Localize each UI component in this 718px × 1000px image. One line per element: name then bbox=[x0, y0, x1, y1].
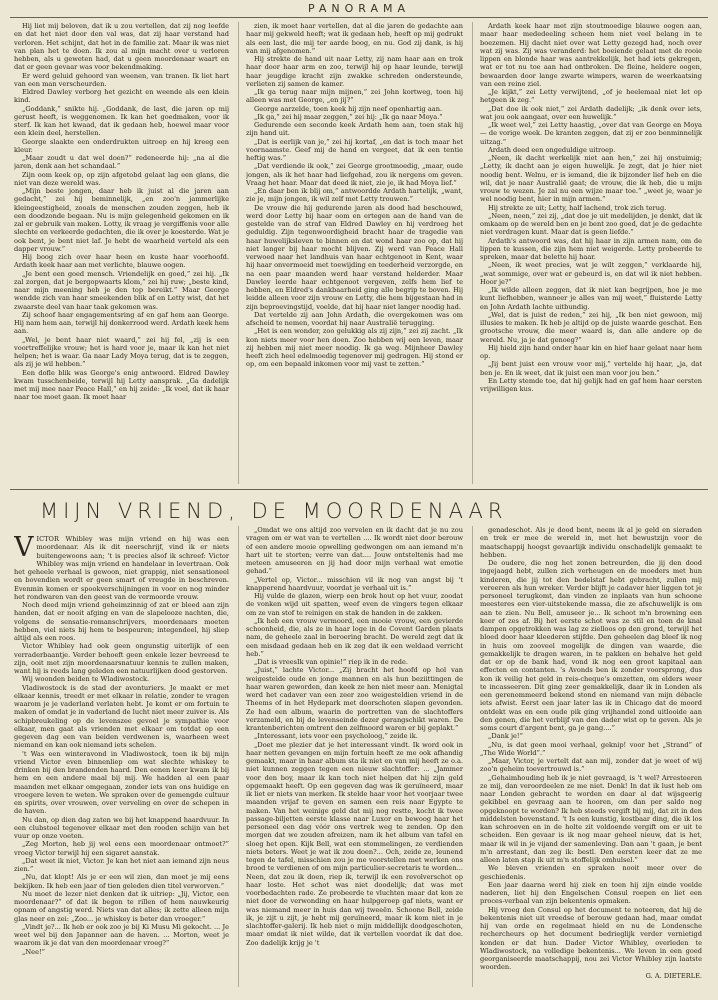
paragraph: „En daar ben ik blij om,” antwoordde Ardath hartelijk, „want, zie je, mijn jongen, ik wil zelf met Letty trouwen.” bbox=[246, 187, 463, 204]
story-column-3 bbox=[480, 526, 702, 987]
paragraph: „Nu, dat klopt! Als je er een wil zien, dan moet je mij eens bekijken. Ik heb een jaar of tien geleden dien titel verworven.” bbox=[14, 873, 229, 890]
masthead-rule bbox=[10, 17, 708, 18]
continued-story-column-1 bbox=[14, 22, 229, 484]
paragraph: Zij schoof haar engagementsring af en gaf hem aan George. Hij nam hem aan, terwijl hij donkerrood werd. Ardath keek hem aan. bbox=[14, 310, 229, 336]
paragraph: Hij strekte de hand uit naar Letty, zij nam haar aan en trok haar door haar arm en zoo, terwijl hij op haar leunde, terwijl haar jeugdige kracht zijn zwakke schreden ondersteunde, verlieten zij samen de kamer. bbox=[246, 55, 463, 88]
column-divider bbox=[238, 22, 239, 484]
paragraph: Hij strekte ze uit; Letty, half lachend, trok zich terug. bbox=[488, 203, 667, 212]
paragraph: „Ik wilde alleen zeggen, dat ik niet kan begrijpen, hoe je me kunt liefhebben, wanneer je alles van mij weet,” fluisterde Letty en John Ardath lachte uitbundig. bbox=[480, 286, 702, 311]
paragraph: genadeschot. Als je dood bent, neem ik al je geld en sieraden en trek er mee de wereld in, met het bewustzijn voor de maatschappij hoogst gevaarlijk individu onschadelijk gemaakt te hebben. bbox=[480, 526, 702, 559]
paragraph: „Jij bent juist een vrouw voor mij,” vertelde hij haar, „ja, dat ben je. En ik weet, dat ik juist een man voor jou ben.” bbox=[480, 360, 702, 377]
paragraph: Hij hield zijn hand onder haar kin en hief haar gelaat naar hem op. bbox=[480, 343, 702, 360]
paragraph: „Wel, dat is juist de reden,” zei hij, „Ik ben niet gewoon, mij illusies te maken. Ik heb je altijd op de juiste waarde geschat. Een grootsche vrouw, die meer waard is, dan alle andere op de wereld. Nu, ja je dat genoeg?” bbox=[480, 310, 702, 344]
paragraph: „Juist,” lachte Victor... „Zij bracht het hoofd op hol van weigesteide oude en jonge mannen en als hun beziittingen de haar waren geworden, dan keek ze hen niet meer aan. Menigtal werd het cadaver van een zeer zoo weigesteldien vriend in de Theems of in het Hydepark met doorschoten slapen gevonden. Ze had een album, waarin de portretten van de slachtoffers verzameld, en bij de levenseinde dezer gerangschikt waren. De krantenberichten omtrent den zelfmoord waren er bij geplakt.” bbox=[246, 666, 463, 732]
paragraph: Ardath deed een ongeduldige uitroep. bbox=[488, 145, 616, 154]
paragraph: Ardath's antwoord was, dat hij haar in zijn armen nam, om de lippen te kussen, die zijn hem niet weigerde. Letty probeerde te spreken, maar dat belette hij haar. bbox=[480, 236, 702, 261]
paragraph: George slaakte een onderdrukten uitroep en hij kreeg een kleur. bbox=[14, 137, 229, 154]
paragraph: Victor Whibley had ook geen ongunstig uiterlijk of een verraderbaantje. Verder behoeft geen enkele lezer bevreesd te zijn, ooit met zijn moordenaarsnatuur kennis te zullen maken, want hij is reeds lang geleden een natuurlijken dood gestorven. bbox=[14, 642, 229, 675]
paragraph: Gedurende een seconde keek Ardath hem aan, toen stak hij zijn hand uit. bbox=[246, 121, 463, 138]
paragraph: De oudere, die nog het zonen betreurden, die jij den dood ingejaagd hebt, zullen zich verheugen en de moeders met hun kinderen, die jij tot den bedelstaf hebt gebracht, zullen mij vereeren als hun wreker. Verder blijft je cadaver hier liggen tot je personeel terugkomt, dan vinden ze inplaats van hun schoone meesteres een vier-uitstekende massa, die ze afschuwelijk is om aan te zien. Nu Bell, amuseer je... Ik schoot m'n browning een keer of zes af. Bij het eerste schot was ze stil en toen de knal dampen opgetrokken was lag ze zielloos op den grond, terwijl het bloed door haar kleederen stijfde. Den geheelen dag bleef ik nog in huis om zooveel mogelijk de dingen van waarde, die gemakkelijk te dragen waren, in te pakken en behalve het geld dat er op de bank had, vond ik nog een groot kapitaal aan effecten en contanten. 's Avonds ben ik zonder voorsprong, dus kon ik veilig het geld in reis-cheque's omzetten, om elders weer te incasseeren. Dit ging zeer gemakkelijk, daar ik in Londen als een gerenommeerd bekend stond en niemand van mijn débacle iets afwist. Eerst een jaar later las ik in Chicago dat de moord ontdekt was en een oude pik ging vrijhandel zond uitlooide aan den genen, die het verblijf van den dader wist op te geven. Als je soms court d'argent bent, ga je gang....” bbox=[480, 559, 702, 732]
paragraph: „Je kijkt,” zei Letty verwijtend, „of je heelemaal niet let op hetgeen ik zeg.” bbox=[480, 88, 702, 105]
paragraph: Hij vroeg den Consul op het document te noteeren, dat hij de bekentenis niet uit vreedse of berouw gedaan had, maar omdat hij van orde en regelmaat hield en nu de Londensche rechercheurs op het document bedrieglijk verder vernietigd konden er dat hun. Dader Victor Whibley, overleden te Wladiwostock, na volledige bekentenis... We leven in een goed georganiseerde maatschappij, nou zei Victor Whibley zijn laatste woorden. bbox=[480, 905, 702, 972]
paragraph: „Neen, ik dacht werkelijk niet aan hen,” zei hij onstuimig; „Letty, ik dacht aan je eigen huwelijk. Je zegt, dat je hier niet noodig bent. Welnu, er is iemand, die ik bijzonder lief heb en die wil, dat je naar Australië gaat; de vrouw, die ik heb, die u mijn vrouw te wezen. Je zal nu een wijze maar toe.” „weet je, waar je wel noodig bent, hier in mijn armen.” bbox=[480, 154, 702, 204]
paragraph: Vladiwostock is de stad der avonturiers. Je maakt er met elkaar kennis, treedt er met elkaar in relatie, zonder te vragen waarom je je vaderland verlaten hebt. Je komt er om fortuin te maken of omdat je in vaderland de lucht niet meer zuiver is. Als schipbreukeling op de levenszee gevoel je sympathie voor elkaar, men gaat als vrienden met elkaar om totdat op een gegeven dag een van beiden verdwenen is, waarheen weet niemand en kan ook niemand iets schelen. bbox=[14, 683, 229, 750]
paragraph-text: ICTOR Whibley was mijn vriend en hij was een moordenaar. Als ik dit neerschrijf, vind ik er niets buitengewoons aan; 't is precies alsof ik schreef: Victor Whibley was mijn vriend en handelaar in levertraan. Ook het geheele verhaal is gewoon, niet grappig, niet sensationeel en bovendien wordt er geen smart of vreugde in beschreven. Evenmin komen er spookverschijningen in voor en nog minder het rondwaren van den geest van de vermoorde vrouw. bbox=[14, 535, 229, 601]
paragraph: „Maar zoudt u dat wel doen?” redeneerde hij: „na al die jaren, denk aan het schandaal.” bbox=[14, 154, 229, 171]
paragraph: Een jaar daarna werd hij ziek en toen hij zijn einde voelde naderen, liet hij den Engelschen Consul roepen en liet een proces-verbaal van zijn bekentenis opmaken. bbox=[480, 880, 702, 906]
paragraph: „Zeg Morton, heb jij wel eens een moordenaar ontmoet?” vroeg Victor terwijl hij een sigaret aanstak. bbox=[14, 840, 229, 857]
story-column-1 bbox=[14, 535, 229, 987]
paragraph: „Nu, is dat geen mooi verhaal, geknip! voor het „Strand” of „The Wide World”.” bbox=[480, 740, 702, 757]
paragraph: Noch deed mijn vriend geheimzinnig of zat er bleed aan zijn handen, dat er nooit afging en van de slapelooze nachten, die, volgens de sensatie-romanschrijvers, moordenaars moeten hebben, viel niets bij hem te bespeuren; integendeel, hij sliep altijd als een roos. bbox=[14, 601, 229, 642]
column-divider bbox=[472, 526, 473, 987]
drop-cap: V bbox=[14, 535, 34, 563]
paragraph: „Het is een wonder, zoo gelukkig als zij zijn,” zei zij zacht. „Ik kon niets meer voor hen doen. Zoo hebben wij een leven, maar zij hebben mij niet meer noodig. Ik ga weg. Mijnheer Dawley heeft zich heel edelmoedig tegenover mij gedragen. Hij stond er op, om een bepaald inkomen voor mij vast te zetten.” bbox=[246, 327, 463, 369]
paragraph: „Gehaimhouding heb ik je niet gevraagd, is 't wel? Arresteeren ze mij, dan veroordeelen ze me niet. Denk! In dat ik lust heb om naar Londen gebracht te worden en daar al dat wijsgeerig gekibbel en gevraag aan te hooren, om dan per saldo nog opgeknoopt te worden? Ik heb steeds vergift bij mij, dat zit in den middelsten bovenstand. 't Is een kunstig, kostbaar ding, die ik los kan schroeven en in de holte zit voldoende vergift om er uit te scheiden. Een gevaar is ik nog maar geheel nieuw, dat is het, maar ik wil in je vijand der samenleving. Dan aan 't gaan, je bent m'n arrestant, dan zeg ik: bestl. Den eersten keer dat ze me alleen laten stap ik uit m'n stoffelijk omhulsel.” bbox=[480, 773, 702, 864]
masthead: PANORAMA bbox=[307, 2, 411, 15]
paragraph: „Wel, je bent haar niet waard,” zei hij fel, „zij is een voortreffelijke vrouw; het is hard voor je, maar ik kan het niet helpen; het is waar. Ga naar Lady Moya terug, dat is te zeggen, als zij je wil hebben.” bbox=[14, 335, 229, 369]
paragraph: „Mijn beste jongen, daar heb ik juist al die jaren aan gedacht,” zei hij beminnelijk, „en zoo'n jammerlijke kleingeestigheid, zooals de menschen zouden zeggen, heb ik een doodzonde begaan. Nu is mijn gelegenheid gekomen en ik zal er gebruik van maken. Lotty, ik vraag je vergiffenis voor alle slechte en verkeerde gedachten, die ik over je koesterde. Wat je ook bent, je bent niet laf. Je hebt de waarheid verteld als een dapper vrouw.” bbox=[14, 187, 229, 253]
paragraph: Eldred Dawley verborg het gezicht en weende als een klein kind. bbox=[14, 88, 229, 105]
continued-story-column-3 bbox=[480, 22, 702, 484]
paragraph: We bleven vrienden en spraken nooit meer over de geschiedenis. bbox=[480, 864, 702, 881]
author-signature: G. A. DIETERLE. bbox=[645, 971, 702, 980]
paragraph: „Dat weet ik niet, Victor. Je kan het niet aan iemand zijn neus zien.” bbox=[14, 856, 229, 873]
paragraph: „Neen, ik weet precies, wat je wilt zeggen,” verklaarde hij, „wat sommige, over wat er gebeurd is, en dat wil ik niet hebben. Hoor je?” bbox=[480, 261, 702, 286]
paragraph: „Ik heb een vrouw vermoord, een mooie vrouw, een gevierde schoonheid, die, als ze in haar loge in de Covent Garden plaats nam, de geheele zaal in beroering bracht. De wereld zegt dat ik een misdaad gedaan heb en ik zeg dat ik een weldaad verricht heb.” bbox=[246, 616, 463, 658]
column-divider bbox=[472, 22, 473, 484]
paragraph: Nu dan, op dien dag zaten we bij het knappend haardvuur. In een clubstoel tegenover elkaar met den rooden schijn van het vuur op onze voeten. bbox=[14, 815, 229, 840]
story-headline: MIJN VRIEND, DE MOORDENAAR bbox=[40, 499, 508, 523]
paragraph: Hij liet mij beloven, dat ik u zou vertellen, dat zij nog leefde en dat het niet door den val was, dat zij haar verstand had verloren. Het schijnt, dat het in de familie zat. Maar ik was niet van plan het te doen. Ik zou al mijn macht over u verloren hebben, als u geweten had, dat u geen moordenaar waart en dat er geen gevaar was voor bekendmaking. bbox=[14, 22, 229, 72]
column-divider bbox=[238, 526, 239, 987]
paragraph: „Vertel op, Victor... misschien vil ik nog van angst bij 't knapperend haardvuur, voordat je verhaal uit is.” bbox=[246, 575, 463, 592]
continued-story-column-2 bbox=[246, 22, 463, 484]
paragraph: „Ik ga,” zei hij maar zeggen,” zei hij: „Ik ga naar Moya.” bbox=[254, 112, 443, 121]
paragraph: En Letty stemde toe, dat hij gelijk had en gaf hem haar eersten vrijwilligen kus. bbox=[480, 376, 702, 393]
paragraph: „Goddank,” snikte hij. „Goddank, de last, die jaren op mij gerust heeft, is weggenomen. Ik kan het goedmaken, voor ik sterf. Ik kan het kwaad, dat ik gedaan heb, hoewel maar voor een klein deel, herstellen. bbox=[14, 104, 229, 138]
paragraph: George aarzelde, toen keek hij zijn neef openhartig aan. bbox=[254, 104, 443, 113]
story-column-2 bbox=[246, 526, 463, 987]
paragraph: „Nee!” bbox=[22, 947, 46, 956]
paragraph: „Vindt je?... Ik heb er ook zoo je bij Ki Musu Mi gekocht. ... Je weet wel bij den Japanner aan de haven. ... Morton, weet je waarom ik je dat van den moordenaar vroeg?” bbox=[14, 922, 229, 948]
paragraph: Dat vertelde zij aan John Ardath, die overgekomen was om afscheid te nemen, voordat hij naar Australië terugging. bbox=[246, 310, 463, 327]
paragraph: „Ik weet wel,” zei Letty haastig, „over dat van George en Moya — de vorige week. De kranten zeggen, dat zij er zoo benminnelijk uitzag.” bbox=[480, 121, 702, 146]
paragraph: Zijn oom keek op, op zijn afgetobd gelaat lag een glans, die niet van deze wereld was. bbox=[14, 170, 229, 187]
paragraph: zien, ik moet haar vertellen, dat al die jaren de gedachte aan haar mij gekweld heeft; wat ik gedaan heb, heeft op mij gedrukt als een last, die mij ter aarde boog, en nu. God zij dank, is hij van mij afgenomen.” bbox=[246, 22, 463, 55]
paragraph: „Interessant, iets voor een psycholoog,” zeide ik. bbox=[254, 732, 418, 741]
paragraph: Wij woonden beiden te Wladiwostock. bbox=[22, 675, 150, 684]
paragraph: Er werd geluid gehoord van weenen, van tranen. Ik liet hart van een man verscheurden. bbox=[14, 71, 229, 88]
paragraph: „Dat doe ik ook niet,” zei Ardath dadelijk; „ik denk over iets, wat jou ook aangaat, over een huwelijk.” bbox=[480, 104, 702, 121]
section-divider bbox=[10, 489, 708, 490]
paragraph: „Ik ga terug naar mijn mijnen,” zei John kortweg, toen hij alleen was met George, „en jij?” bbox=[246, 88, 463, 105]
paragraph: „Doet me plezier dat je het interessant vindt. Ik word ook in haar netten gevangen en mijn fortuin heeft ze me ook afhandig gemaakt, maar in haar album sta ik niet en van mij heeft ze o.a. niet kunnen zeggen tegen een nieuw slachtoffer: ... „Jammer voor den boy, maar ik kan toch niet helpen dat hij zijn geld opgemaakt heeft. Op een gegeven dag was ik geruïneerd, maar ik liet er niets van merken. Ik stelde haar voor het voorjaar twee maanden vrijaf te geven en samen een reis naar Egypte te maken. Van het weinige geld dat mij nog restte, kocht ik twee passage-biljetten eerste klasse naar Luxor en bewoog haar het personeel een dag vóór ons vertrek weg te zenden. Op den morgen dat we zouden afreizen, nam ik het album van tafel en sloeg het open. Kijk Bell, wat een stommelingen, ze verdienden niets beters. Weet je wat ik zou doen?... Och, zeide ze, leunend tegen de tafel, misschien zou je me voorstellen met werken ons brood te verdienen of om mijn particulier-secretaris te worden... Neen, dat zou ik doen, riep ik, terwijl ik een revolverschot op haar loste. Het schot was niet doodelijk; dat was met voorbedachten rade. Ze probeerde te vluchten maar dat kon ze niet door de verwonding en haar hulpgeroep gaf niets, want er was niemand meer in huis dan wij tweeën. Schoone Bell, zeide ik, je zijt u zijt, je hebt mij geruïneerd, maar ik kom niet in je slachtoffer-galerij. Ik heb niet o mijn middellijk doodgeschoten, maar omdat ik niet wilde, dat ik vertellen voordat ik dat doe. Zoo dadelijk krijg je 't bbox=[246, 740, 463, 947]
paragraph: Hij boog zich over haar heen en kuste haar voorhoofd. Ardath keek haar aan met verlichte, blauwe oogen. bbox=[14, 253, 229, 270]
paragraph: „Omdat we ons altijd zoo vervelen en ik dacht dat je nu zou vragen om er wat van te vertellen .... Ik wordt niet door berouw of een andere mooie opwelling gedwongen om aan iemand m'n hart uit te storten; verre van dat.... Jouw ontsteltenis had me meteen amuseeren en jij had door mijn verhaal wat emotie gehad.” bbox=[246, 526, 463, 576]
paragraph: Nu moet de lezer niet denken dat ik uitriep: „Jij, Victor, een moordenaar?” of dat ik begon te rillen of hem nauwkeurig opnam of angstig werd. Niets van dat alles; ik zette alleen mijn glas neer en zei: „Zoo... je whiskey is beter dan vroeger.” bbox=[14, 889, 229, 923]
paragraph: Ardath keek haar met zijn stoutmoedige blauwe oogen aan, maar haar mededeeling scheen hem niet veel belang in te boezemen. Hij dacht niet over wat Letty gezegd had, noch over wat zij was. Zij was veranderd: het boeiende gelaat met de rooie lippen en blonde haar was aantrekkelijk, het had iets gekregen, wat er tot nu toe aan had ontbroken. De fleine, heldere oogen, bewaarden door lange zwarte wimpers, waren de weerkaatsing van een reine ziel. bbox=[480, 22, 702, 88]
paragraph: „Je bent een goed mensch. Vriendelijk en goed,” zei hij. „Ik zal zorgen, dat je bergopwaarts klom,” zei hij ruw; „beste kind, naar mijn meening heb je den top bereikt.” Maar George wendde zich van haar smeekenden blik af en Letty wist, dat het zwaarste deel van haar taak gekomen was. bbox=[14, 269, 229, 311]
paragraph: „Dat is vreesIk van opinie!” riep ik in de rede. bbox=[254, 658, 409, 666]
paragraph: „Maar, Victor, je vertelt dat aan mij, zonder dat je weet of wij zoo'n geheim toevertrouwd is.” bbox=[480, 757, 702, 774]
paragraph bbox=[14, 535, 229, 601]
paragraph: De vrouw die hij gedurende jaren als dood had beschouwd, werd door Letty bij haar oom en ertegen aan de hand van de gestelde van de straf van Eldred Dawley en hij verdroeg het geduldig. Zijn tegenwoordigheid bracht haar de tragedie van haar huwelijksleven te binnen en dat wond haar zoo op, dat hij niet langer bij haar mocht blijven. Zij werd van Peace Hall verwoed naar het landhuis van haar echtgenoot in Kent, waar hij haar onvermoeid met toewijding en teederheid verzorgde, en na een paar maanden werd haar verstand helderder. Maar Dawley leerde haar echtgenoot vergeven, zelfs hem lief te hebben, en Eldred's dankbaarheid ging alle begrip te boven. Hij leidde alleen voor zijn vrouw en Letty, die hem bijgestaan had in zijn beproevingstijd, voelde, dat hij haar niet langer noodig had. bbox=[246, 203, 463, 311]
paragraph: 't Was een winteravond in Vladiwostock, toen ik bij mijn vriend Victor even binnenliep om wat slechte whiskey te drinken bij den brandenden haard. Den eenen keer kwam ik bij hem en een andere maal bij mij. We hadden al een paar maanden met elkaar omgegaan, zonder iets van ons huidige en vroegere leven te weten. We spraken over de gemengde cultuur en spirits, over vrouwen, over verveling en over de schepen in de haven. bbox=[14, 749, 229, 816]
paragraph: Hij vulde de glazen, wierp een brok hout op het vuur, zoodat de vonken wijd uit spatten, weef even de vingers tegen elkaar om ze van stof te reinigen en stak de handen in de zakken. bbox=[246, 592, 463, 617]
paragraph: „Neen, neen,” zei zij, „dat doe je uit medelijden, je denkt, dat ik omkaam op de wereld ben en je bent zoo goed, dat je de gedachte niet verdragen kunt. Maar dat is geen liefde.” bbox=[480, 211, 702, 237]
paragraph: Een dofle blik was George's enig antwoord. Eldred Dawley kwam tusschenbeide, terwijl hij Letty aansprak. „Ga dadelijk met mij mee naar Peace Hall,” en hij zeide: „Ik voel, dat ik haar naar toe moet gaan. Ik moet haar bbox=[14, 368, 229, 402]
paragraph: „Dank je!” bbox=[488, 732, 523, 741]
paragraph: „Dat verdiende ik ook,” zei George grootmoedig, „maar, oude jongen, als ik het haar had liefgehad, zou ik nergens om geven. Vraag het haar. Maar dat deed ik niet, zie je, ik had Moya lief.” bbox=[246, 162, 463, 187]
paragraph: „Dat is eerlijk van je,” zei hij kortaf, „en dat is toch maar het voornaamste. Geef mij de hand en vergeet, dat ik een tentie heftig was.” bbox=[246, 137, 463, 162]
